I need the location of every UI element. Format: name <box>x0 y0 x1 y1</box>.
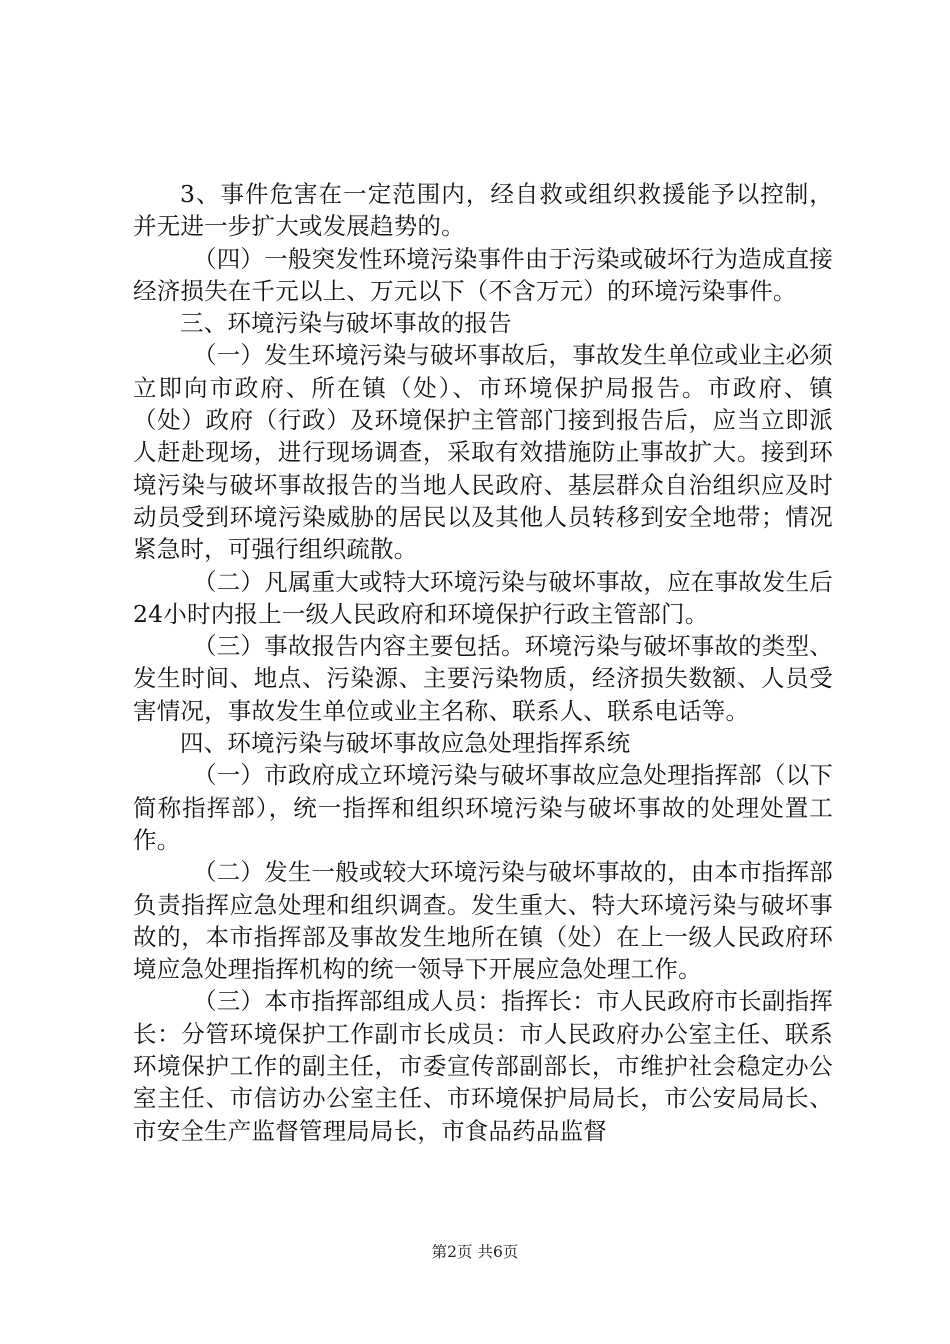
paragraph-report-1: （一）发生环境污染与破坏事故后，事故发生单位或业主必须立即向市政府、所在镇（处）、市环境保护局报告。市政府、镇（处）政府（行政）及环境保护主管部门接到报告后，应当立即派人赶赴现场，进行现场调查，采取有效措施防止事故扩大。接到环境污染与破坏事故报告的当地人民政府、基层群众自治组织应及时动员受到环境污染威胁的居民以及其他人员转移到安全地带；情况紧急时，可强行组织疏散。 <box>133 341 833 564</box>
page-footer: 第2页 共6页 <box>431 1243 519 1261</box>
paragraph-command-2: （二）发生一般或较大环境污染与破坏事故的，由本市指挥部负责指挥应急处理和组织调查。发生重大、特大环境污染与破坏事故的，本市指挥部及事故发生地所在镇（处）在上一级人民政府环境应急处理指挥机构的统一领导下开展应急处理工作。 <box>133 858 833 984</box>
paragraph-general-incident: （四）一般突发性环境污染事件由于污染或破坏行为造成直接经济损失在千元以上、万元以下（不含万元）的环境污染事件。 <box>133 244 833 305</box>
paragraph-command-1: （一）市政府成立环境污染与破坏事故应急处理指挥部（以下简称指挥部），统一指挥和组织环境污染与破坏事故的处理处置工作。 <box>133 761 833 854</box>
paragraph-item-3: 3、事件危害在一定范围内，经自救或组织救援能予以控制，并无进一步扩大或发展趋势的。 <box>133 180 833 241</box>
section-heading-command-system: 四、环境污染与破坏事故应急处理指挥系统 <box>180 729 631 758</box>
document-body <box>133 178 833 1147</box>
section-heading-report: 三、环境污染与破坏事故的报告 <box>180 309 512 338</box>
paragraph-command-3: （三）本市指挥部组成人员：指挥长：市人民政府市长副指挥长：分管环境保护工作副市长成员：市人民政府办公室主任、联系环境保护工作的副主任，市委宣传部副部长，市维护社会稳定办公室主任、市信访办公室主任、市环境保护局局长，市公安局局长、市安全生产监督管理局局长，市食品药品监督 <box>133 987 833 1145</box>
paragraph-report-2: （二）凡属重大或特大环境污染与破坏事故，应在事故发生后24小时内报上一级人民政府和环境保护行政主管部门。 <box>133 567 833 628</box>
paragraph-report-3: （三）事故报告内容主要包括。环境污染与破坏事故的类型、发生时间、地点、污染源、主要污染物质，经济损失数额、人员受害情况，事故发生单位或业主名称、联系人、联系电话等。 <box>133 632 833 725</box>
